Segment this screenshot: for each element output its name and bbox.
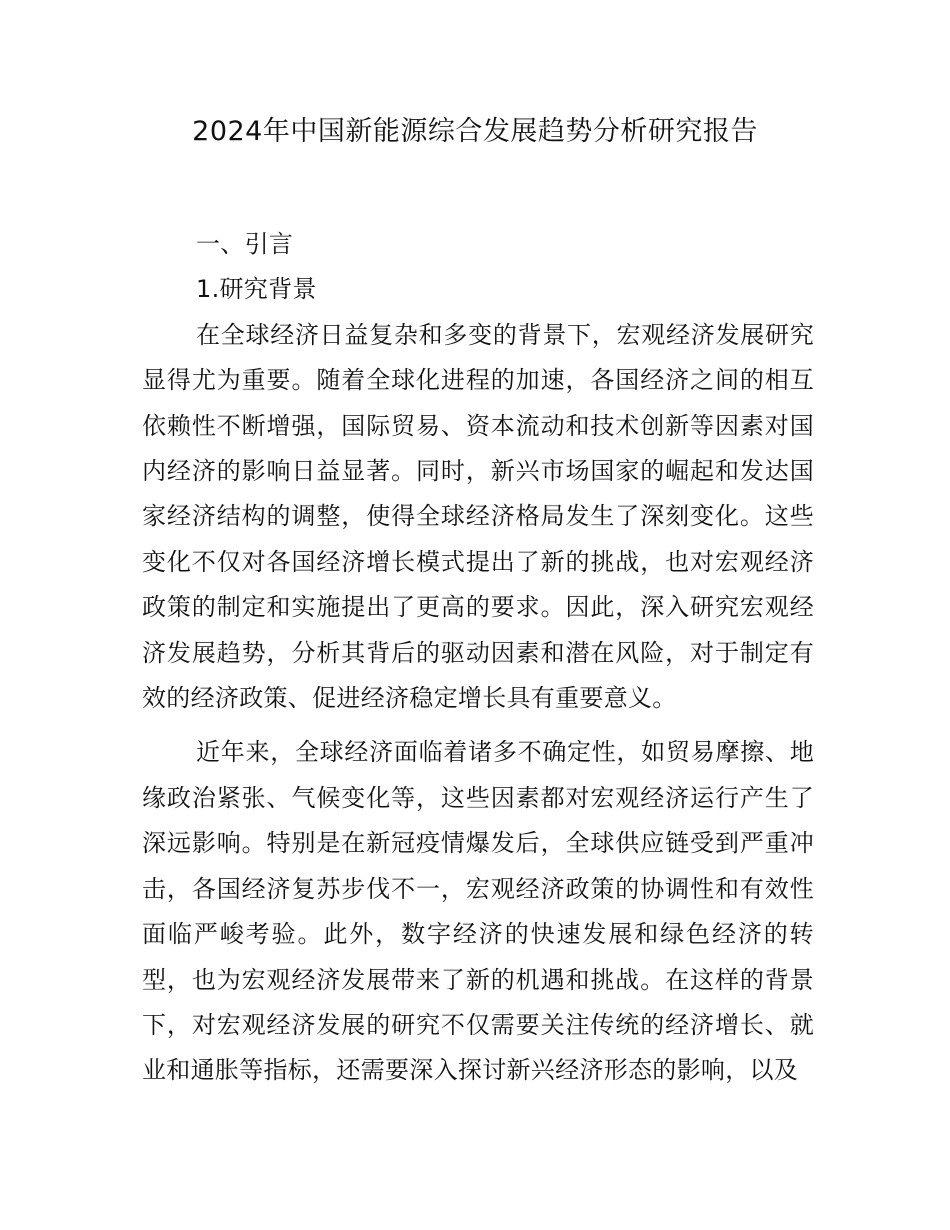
section-heading-introduction: 一、引言 — [196, 230, 294, 258]
body-paragraph: 近年来，全球经济面临着诸多不确定性，如贸易摩擦、地缘政治紧张、气候变化等，这些因素都对宏观经济运行产生了深远影响。特别是在新冠疫情爆发后，全球供应链受到严重冲击，各国经济复苏步伐不一，宏观经济政策的协调性和有效性面临严峻考验。此外，数字经济的快速发展和绿色经济的转型，也为宏观经济发展带来了新的机遇和挑战。在这样的背景下，对宏观经济发展的研究不仅需要关注传统的经济增长、就业和通胀等指标，还需要深入探讨新兴经济形态的影响，以及 — [142, 738, 814, 1085]
document-title: 2024年中国新能源综合发展趋势分析研究报告 — [192, 116, 758, 147]
subsection-heading-research-background: 1.研究背景 — [196, 275, 317, 304]
document-body — [142, 222, 814, 1094]
body-paragraph: 在全球经济日益复杂和多变的背景下，宏观经济发展研究显得尤为重要。随着全球化进程的加速，各国经济之间的相互依赖性不断增强，国际贸易、资本流动和技术创新等因素对国内经济的影响日益显著。同时，新兴市场国家的崛起和发达国家经济结构的调整，使得全球经济格局发生了深刻变化。这些变化不仅对各国经济增长模式提出了新的挑战，也对宏观经济政策的制定和实施提出了更高的要求。因此，深入研究宏观经济发展趋势，分析其背后的驱动因素和潜在风险，对于制定有效的经济政策、促进经济稳定增长具有重要意义。 — [142, 320, 814, 713]
